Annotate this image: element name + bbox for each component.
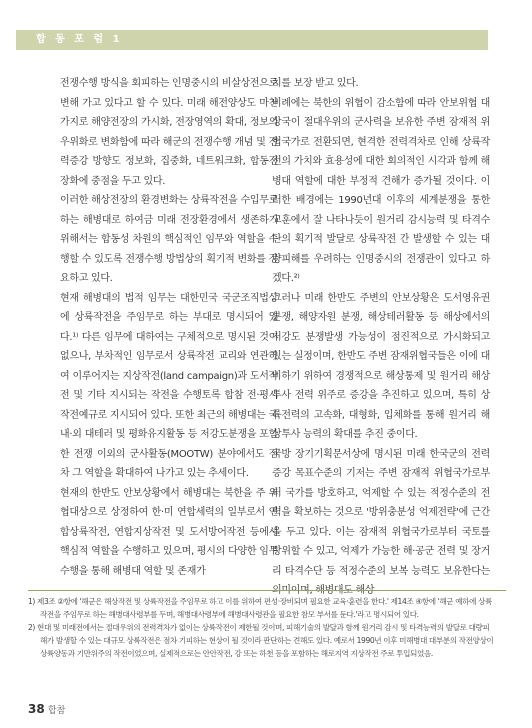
footnote: 2) 현대 및 미래전에서는 절대우위의 전력격차가 없이는 상륙작전이 제한될 것이며, 피해기술의 발달과 함께 원거리 감시 및 타격능력의 발달로 대량피해가 발생할 수 있는 대규모 상륙작전은 점차 기피하는 현상이 될 것이라 판단하는 견해도 있다. 예로서 1990년 이후 미해병대 대부분의 작전양상이 상륙양동과 기만위주의 작전이었으며, 실제적으로는 안안작전, 강 또는 하천 등을 포함하는 해로지역 지상작전 주로 투입되었음. (28, 623, 494, 658)
page-number: 38 (28, 702, 45, 716)
footnotes (28, 595, 496, 660)
left-column (60, 74, 278, 581)
footnote: 1) 제3조 ②항에 '해군은 해상작전 및 상륙작전을 주임무로 하고 이를 위하여 편성·장비되며 필요한 교육·훈련을 한다.' 제14조 ④항에 '해군 예하에 상륙작전을 주임무로 하는 해병대사령부를 두며, 해병대사령부에 해병대사령관을 필요한 참모 부서를 둔다.'라고 명시되어 있다. (28, 597, 492, 619)
body-paragraph: 치를 보장 받고 있다. (272, 78, 359, 89)
section-label: 합 동 포 럼 1 (36, 34, 123, 45)
footnote-divider (28, 590, 506, 591)
right-column (272, 74, 490, 601)
page-footer (28, 702, 65, 718)
body-paragraph: 국방 장기기획문서상에 명시된 미래 한국군의 전력증강 목표수준의 기저는 주변 잠재적 위협국가로부터 국가를 방호하고, 억제할 수 있는 적정수준의 전력을 확보하는 것으로 '방위충분성 억제전략'에 근간을 두고 있다. 이는 잠재적 위협국가로부터 국토를 방위할 수 있고, 억제가 가능한 해·공군 전력 및 장거리 타격수단 등 적정수준의 보복 능력도 보유한다는 (272, 448, 490, 577)
body-paragraph: 전쟁수행 방식을 회피하는 인명중시의 비살상전으로 변해 가고 있다고 할 수 있다. 미래 해전양상도 마찬가지로 해양전장의 가시화, 전장영역의 확대, 정보의 우위화로 변화함에 따라 해군의 전쟁수행 개념 및 전력증강 방향도 정보화, 집중화, 네트워크화, 합동전장화에 중점을 두고 있다. (60, 78, 278, 187)
body-paragraph: 이러한 해상전장의 환경변화는 상륙작전을 수입무로 하는 해병대로 하여금 미래 전장환경에서 생존하기 위해서는 합동성 차원의 핵심적인 임무와 역할을 수행할 수 있도록 전쟁수행 방법상의 획기적 변화를 강요하고 있다. (60, 195, 278, 284)
body-paragraph: 비례에는 북한의 위협이 감소함에 따라 안보위협 대상국이 절대우위의 군사력을 보유한 주변 잠재적 위협국가로 전환되면, 현격한 전력격차로 인해 상륙작전의 가치와 효용성에 대한 회의적인 시각과 함께 해병대 역할에 대한 부정적 견해가 증가될 것이다. 이러한 배경에는 1990년대 이후의 세계분쟁을 통한 교훈에서 잘 나타나듯이 원거리 감시능력 및 타격수단의 획기적 발달로 상륙작전 간 발생할 수 있는 대량피해를 우려하는 인명중시의 전쟁관이 있다고 하겠다.²⁾ (272, 97, 490, 284)
body-paragraph: 현재의 한반도 안보상황에서 해병대는 북한을 주 위협대상으로 상정하여 한·미 연합세력의 일부로서 연합상륙작전, 연합지상작전 및 도서방어작전 등에서 핵심적 역할을 수행하고 있으며, 평시의 다양한 임무수행을 통해 해병대 역할 및 존재가 (60, 487, 278, 577)
body-paragraph: 현재 해병대의 법적 임무는 대한민국 국군조직법상에 상륙작전을 주임무로 하는 부대로 명시되어 있다.¹⁾ 다른 임무에 대하여는 구체적으로 명시된 것이 없으나, 부차적인 임무로서 상륙작전 교리와 연관하여 이루어지는 지상작전(land campaign)과 도서작전 및 기타 지시되는 작전을 수행토록 합참 전·평시 작전예규로 지시되어 있다. 또한 최근의 해병대는 국내·외 대테러 및 평화유지활동 등 저강도분쟁을 포함한 전쟁 이외의 군사활동(MOOTW) 분야에서도 점차 그 역할을 확대하여 나가고 있는 추세이다. (60, 292, 278, 479)
body-paragraph: 그러나 미래 한반도 주변의 안보상황은 도서영유권 분쟁, 해양자원 분쟁, 해상테러활동 등 해상에서의 저강도 분쟁발생 가능성이 점진적으로 가시화되고 있는 실정이며, 한반도 주변 잠재위협국들은 이에 대비하기 위하여 경쟁적으로 해상통제 및 원거리 해상투사 전력 위주로 증강을 추진하고 있으며, 특히 상륙전력의 고속화, 대형화, 입체화를 통해 원거리 해상투사 능력의 확대를 추진 중이다. (272, 292, 490, 440)
publication-name: 합참 (47, 706, 66, 716)
